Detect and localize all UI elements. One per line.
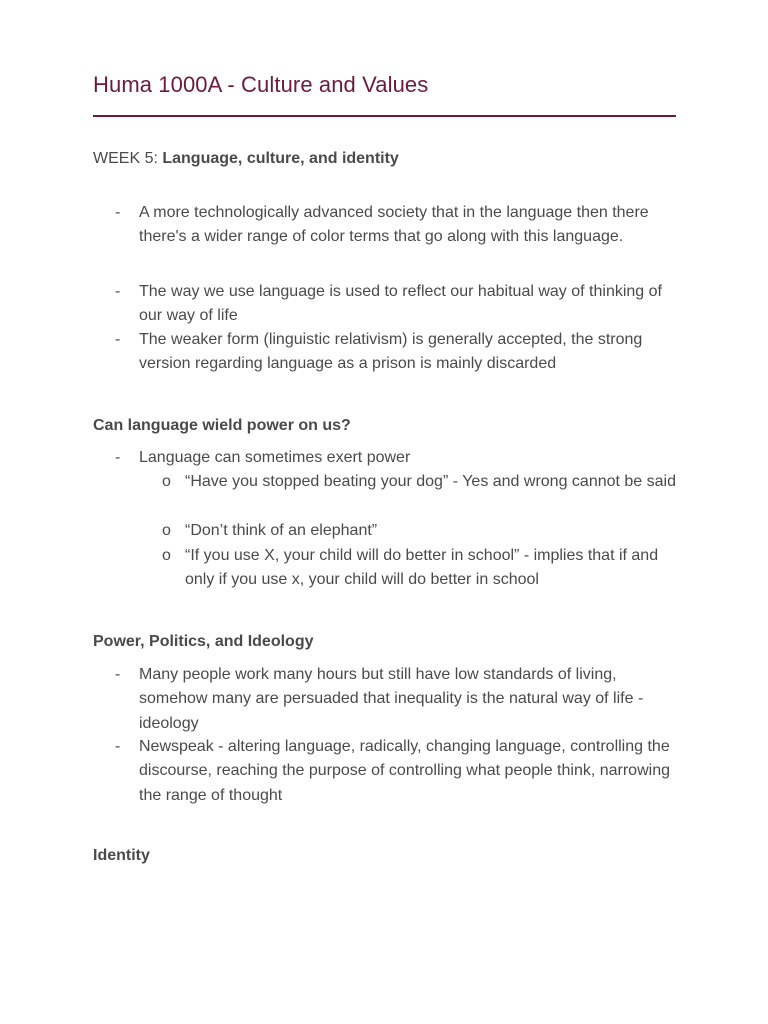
title-divider bbox=[93, 115, 676, 117]
document-title: Huma 1000A - Culture and Values bbox=[93, 72, 429, 97]
sub-list-item bbox=[162, 544, 677, 593]
sub-list-item-text: “Don’t think of an elephant” bbox=[185, 522, 378, 539]
week-heading bbox=[93, 150, 399, 168]
sub-list-item-text: “If you use X, your child will do better in school” - implies that if and only if you use x, your child will do better in school bbox=[185, 547, 659, 589]
section-heading: Can language wield power on us? bbox=[93, 417, 351, 434]
week-topic: Language, culture, and identity bbox=[162, 150, 399, 167]
sub-bullet-marker: o bbox=[162, 522, 171, 539]
sub-list-item bbox=[162, 519, 677, 543]
dash-marker: - bbox=[115, 331, 121, 348]
dash-marker: - bbox=[115, 204, 121, 221]
dash-marker: - bbox=[115, 283, 121, 300]
sub-list-item bbox=[162, 470, 677, 494]
list-item-text: The way we use language is used to reflect our habitual way of thinking of our way of life bbox=[139, 283, 662, 325]
list-item bbox=[115, 663, 675, 736]
section-heading: Power, Politics, and Ideology bbox=[93, 633, 314, 650]
list-item-text: Many people work many hours but still have low standards of living, somehow many are persuaded that inequality is the natural way of life - ideology bbox=[139, 666, 644, 732]
sub-list-item-text: “Have you stopped beating your dog” - Yes and wrong cannot be said bbox=[185, 473, 676, 490]
list-item-text: Language can sometimes exert power bbox=[139, 449, 411, 466]
list-item bbox=[115, 201, 675, 250]
week-prefix: WEEK 5: bbox=[93, 150, 163, 167]
list-item bbox=[115, 446, 675, 470]
list-item bbox=[115, 735, 675, 808]
dash-marker: - bbox=[115, 738, 121, 755]
list-item bbox=[115, 328, 675, 377]
list-item-text: A more technologically advanced society that in the language then there there's a wider range of color terms that go along with this language. bbox=[139, 204, 649, 246]
dash-marker: - bbox=[115, 449, 121, 466]
sub-bullet-marker: o bbox=[162, 547, 171, 564]
section-heading: Identity bbox=[93, 847, 150, 864]
list-item-text: The weaker form (linguistic relativism) is generally accepted, the strong version regarding language as a prison is mainly discarded bbox=[139, 331, 643, 373]
sub-bullet-marker: o bbox=[162, 473, 171, 490]
list-item-text: Newspeak - altering language, radically, changing language, controlling the discourse, reaching the purpose of controlling what people think, narrowing the range of thought bbox=[139, 738, 670, 804]
dash-marker: - bbox=[115, 666, 121, 683]
list-item bbox=[115, 280, 675, 329]
